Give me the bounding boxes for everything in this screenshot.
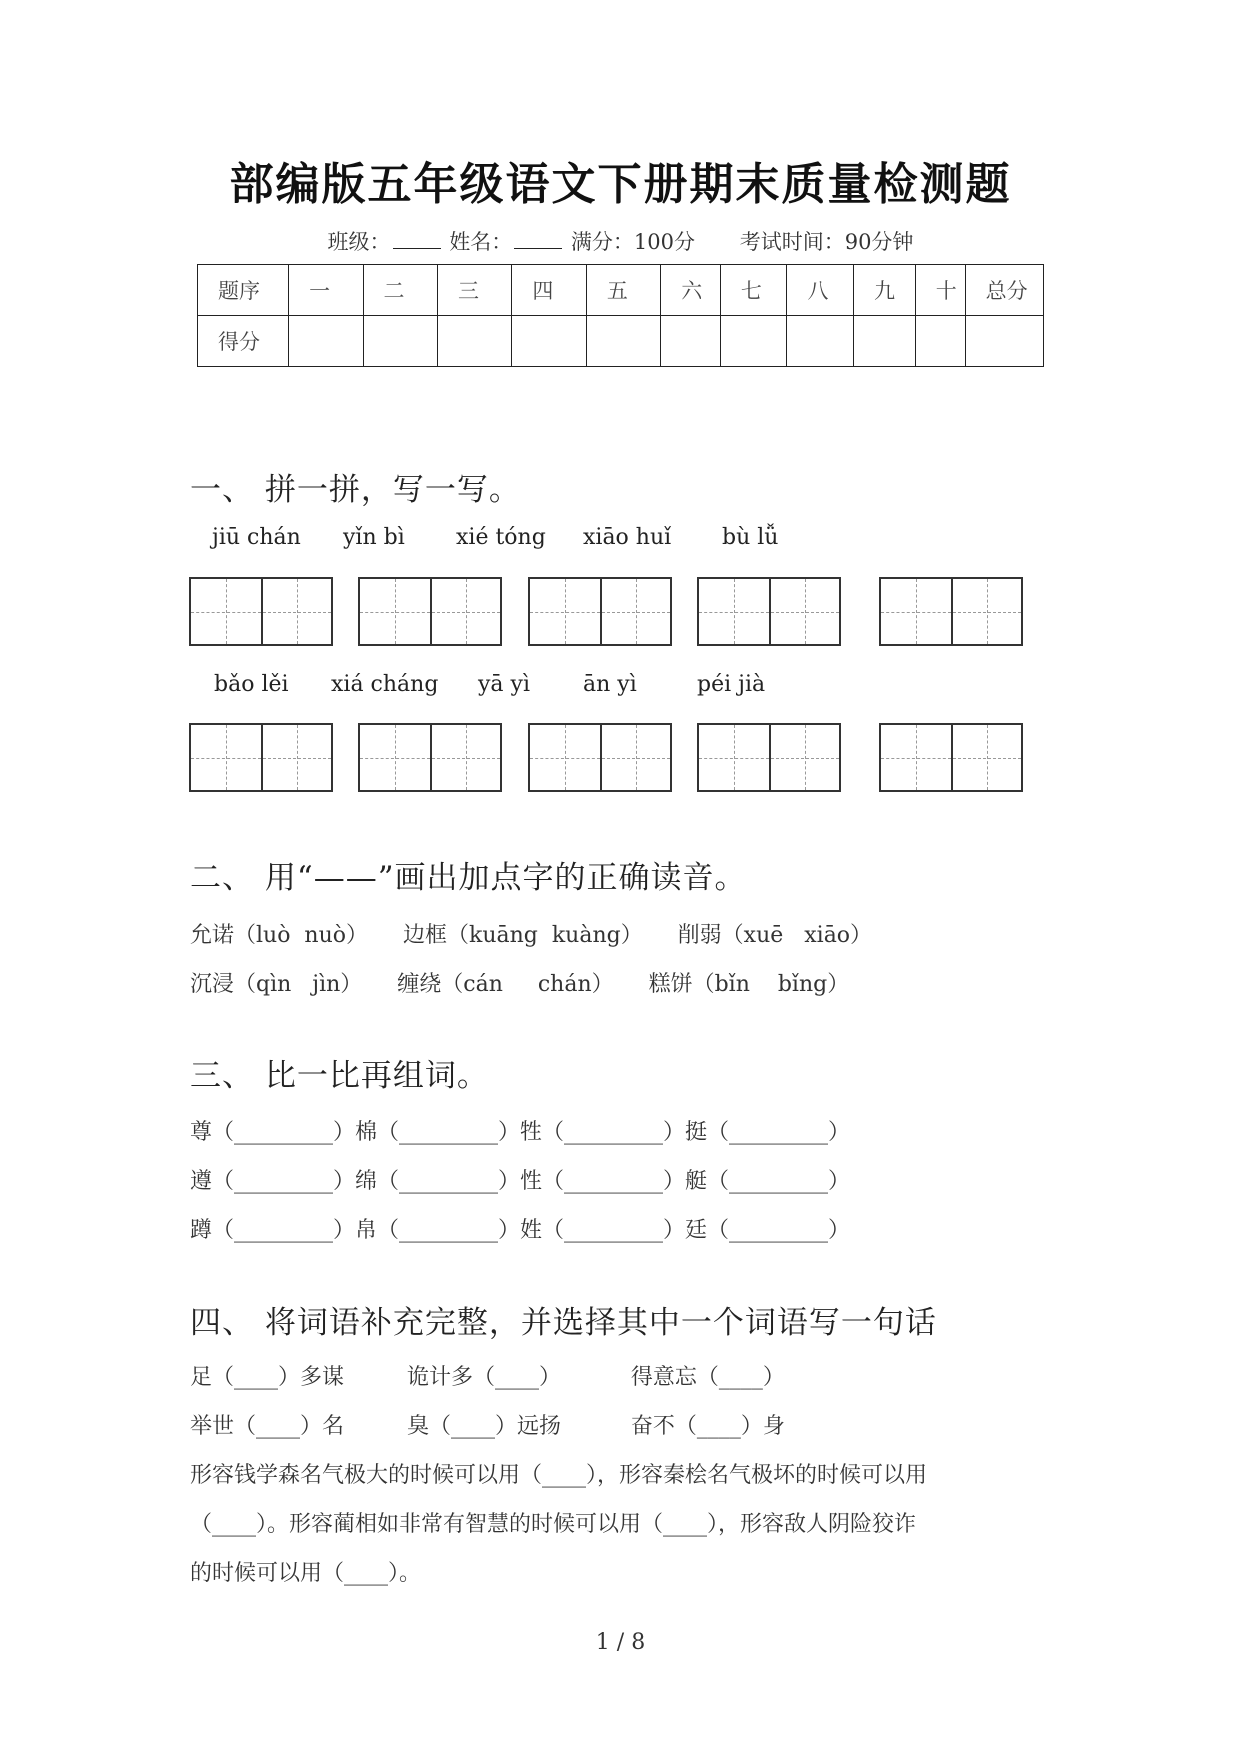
full-score: 满分：100分 xyxy=(570,230,696,254)
header-cell: 六 xyxy=(661,265,721,316)
pinyin-label: jiū chán xyxy=(212,525,301,550)
pinyin-label: péi jià xyxy=(697,672,766,697)
writing-grid[interactable] xyxy=(189,577,333,646)
score-cell[interactable] xyxy=(363,316,437,367)
pinyin-label: bǎo lěi xyxy=(214,672,289,697)
pinyin-label: xié tóng xyxy=(456,525,546,550)
writing-grid[interactable] xyxy=(358,723,502,792)
sentence-line: 的时候可以用（____）。 xyxy=(190,1561,422,1586)
pinyin-label: bù lǚ xyxy=(722,525,779,550)
score-table xyxy=(197,264,1044,367)
score-cell[interactable] xyxy=(661,316,721,367)
section2-title: 二、 用“——”画出加点字的正确读音。 xyxy=(190,860,747,896)
header-cell: 十 xyxy=(915,265,965,316)
pinyin-label: ān yì xyxy=(583,672,637,697)
pinyin-label: yǐn bì xyxy=(343,525,405,550)
section4-title: 四、 将词语补充完整，并选择其中一个词语写一句话 xyxy=(190,1305,937,1341)
header-cell: 五 xyxy=(586,265,660,316)
page-number: 1 / 8 xyxy=(595,1630,646,1655)
word-group-line: 尊（_________）棉（_________）牲（_________）挺（_________） xyxy=(190,1120,851,1145)
writing-grid[interactable] xyxy=(697,723,841,792)
class-blank[interactable] xyxy=(393,230,441,249)
pinyin-label: xiāo huǐ xyxy=(583,525,672,550)
score-cell[interactable] xyxy=(289,316,363,367)
word-group-line: 遵（_________）绵（_________）性（_________）艇（_________） xyxy=(190,1169,851,1194)
score-cell[interactable] xyxy=(512,316,586,367)
score-table-score-row xyxy=(198,316,1044,367)
pronunciation-line: 允诺（luò nuò） 边框（kuāng kuàng） 削弱（xuē xiāo） xyxy=(190,923,873,948)
score-cell[interactable] xyxy=(965,316,1043,367)
score-table-header-row xyxy=(198,265,1044,316)
header-cell: 八 xyxy=(787,265,854,316)
writing-grid[interactable] xyxy=(879,577,1023,646)
name-label: 姓名： xyxy=(449,230,513,254)
writing-grid[interactable] xyxy=(189,723,333,792)
header-cell: 二 xyxy=(363,265,437,316)
writing-grid[interactable] xyxy=(528,577,672,646)
class-label: 班级： xyxy=(327,230,391,254)
pinyin-label: yā yì xyxy=(478,672,531,697)
score-cell[interactable] xyxy=(787,316,854,367)
page-title: 部编版五年级语文下册期末质量检测题 xyxy=(229,159,1012,210)
score-cell[interactable] xyxy=(915,316,965,367)
writing-grid[interactable] xyxy=(879,723,1023,792)
idiom-line: 足（____）多谋 诡计多（____） 得意忘（____） xyxy=(190,1365,785,1390)
row-label: 得分 xyxy=(198,316,289,367)
sentence-line: （____）。形容蔺相如非常有智慧的时候可以用（____），形容敌人阴险狡诈 xyxy=(190,1512,917,1537)
pronunciation-line: 沉浸（qìn jìn） 缠绕（cán chán） 糕饼（bǐn bǐng） xyxy=(190,972,850,997)
section1-title: 一、 拼一拼，写一写。 xyxy=(190,472,521,508)
student-info-line xyxy=(0,226,1241,256)
score-cell[interactable] xyxy=(854,316,916,367)
score-cell[interactable] xyxy=(720,316,787,367)
name-blank[interactable] xyxy=(514,230,562,249)
header-cell: 总分 xyxy=(965,265,1043,316)
writing-grid[interactable] xyxy=(697,577,841,646)
header-cell: 九 xyxy=(854,265,916,316)
score-cell[interactable] xyxy=(586,316,660,367)
header-cell: 题序 xyxy=(198,265,289,316)
header-cell: 一 xyxy=(289,265,363,316)
pinyin-label: xiá cháng xyxy=(331,672,439,697)
header-cell: 三 xyxy=(437,265,511,316)
exam-time: 考试时间：90分钟 xyxy=(739,230,914,254)
sentence-line: 形容钱学森名气极大的时候可以用（____），形容秦桧名气极坏的时候可以用 xyxy=(190,1463,928,1488)
header-cell: 四 xyxy=(512,265,586,316)
word-group-line: 蹲（_________）帛（_________）姓（_________）廷（_________） xyxy=(190,1218,851,1243)
writing-grid[interactable] xyxy=(528,723,672,792)
idiom-line: 举世（____）名 臭（____）远扬 奋不（____）身 xyxy=(190,1414,785,1439)
section3-title: 三、 比一比再组词。 xyxy=(190,1058,489,1094)
writing-grid[interactable] xyxy=(358,577,502,646)
header-cell: 七 xyxy=(720,265,787,316)
score-cell[interactable] xyxy=(437,316,511,367)
